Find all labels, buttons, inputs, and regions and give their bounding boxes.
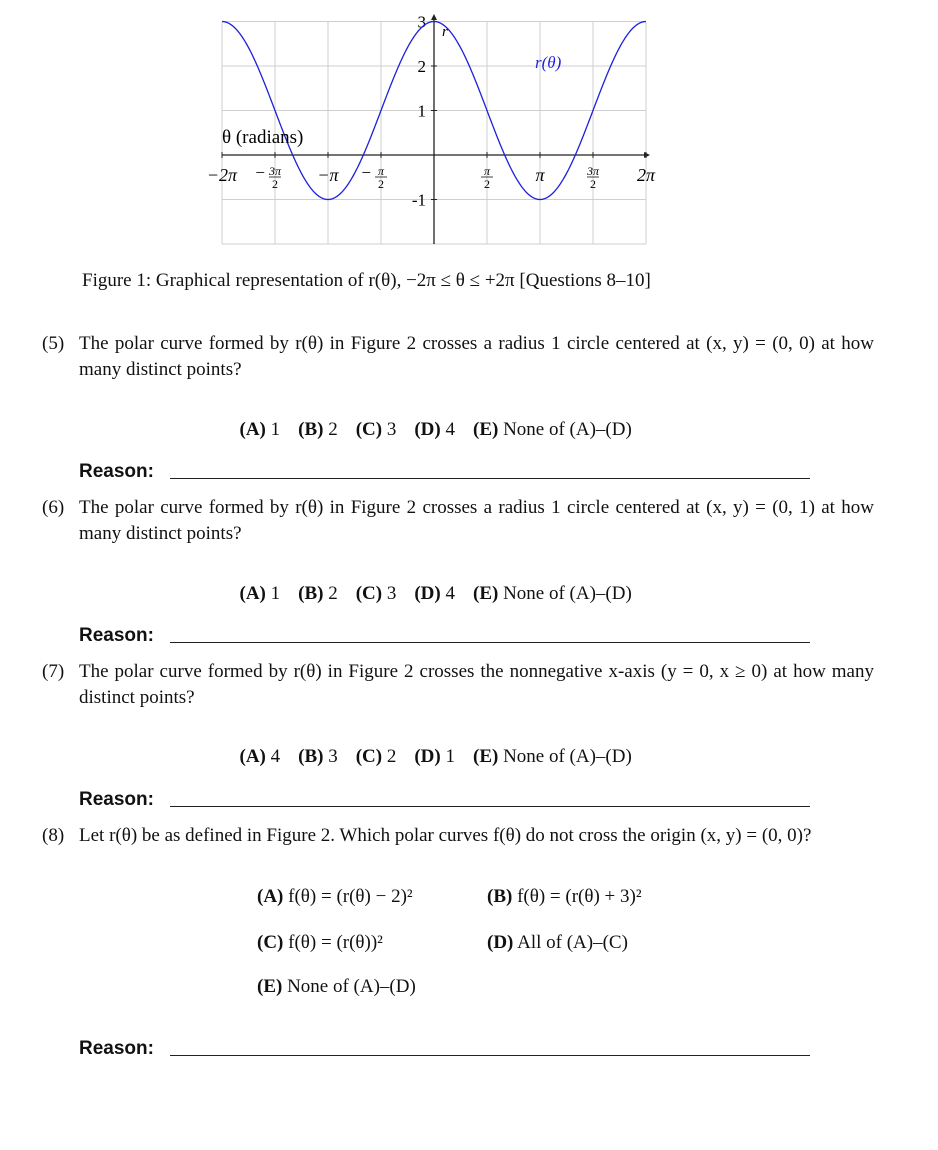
- choice-b[interactable]: (B) 2: [298, 419, 338, 440]
- y-tick-label: 3: [417, 12, 426, 32]
- x-tick-numerator: 3π: [586, 164, 600, 178]
- choice-e[interactable]: (E) None of (A)–(D): [473, 746, 632, 767]
- x-tick-numerator: π: [377, 164, 385, 178]
- x-tick-numerator: 3π: [268, 164, 282, 178]
- choice-e[interactable]: (E) None of (A)–(D): [473, 419, 632, 440]
- figure-caption: Figure 1: Graphical representation of r(θ), −2π ≤ θ ≤ +2π [Questions 8–10]: [82, 270, 651, 291]
- choice-b[interactable]: (B) 3: [298, 746, 338, 767]
- question-5-choices: [230, 397, 650, 441]
- x-tick-denominator: 2: [378, 177, 384, 191]
- choice-d[interactable]: (D) All of (A)–(C): [487, 932, 628, 953]
- choice-e[interactable]: (E) None of (A)–(D): [257, 976, 416, 997]
- choice-e[interactable]: (E) None of (A)–(D): [473, 583, 632, 604]
- question-8: [42, 823, 874, 849]
- x-tick-denominator: 2: [590, 177, 596, 191]
- x-tick-label-fraction: [361, 163, 387, 191]
- y-tick-label: -1: [411, 190, 426, 210]
- x-axis-arrow: [644, 152, 650, 158]
- choice-c[interactable]: (C) 3: [355, 583, 397, 604]
- reason-label: Reason:: [79, 625, 154, 646]
- reason-label: Reason:: [79, 461, 154, 482]
- y-tick-label: 1: [417, 101, 426, 121]
- x-axis-label: θ (radians): [222, 127, 304, 148]
- question-text: The polar curve formed by r(θ) in Figure 2 crosses a radius 1 circle centered at (x, y) = (0, 0) at how many distinct points?: [79, 333, 874, 380]
- question-6: [42, 495, 874, 547]
- y-tick-label: 2: [417, 57, 426, 76]
- reason-answer-line[interactable]: [170, 1055, 810, 1056]
- reason-answer-line[interactable]: [170, 478, 810, 479]
- choice-d[interactable]: (D) 1: [414, 746, 455, 767]
- choice-d[interactable]: (D) 4: [414, 419, 455, 440]
- question-text: Let r(θ) be as defined in Figure 2. Which polar curves f(θ) do not cross the origin (x, y) = (0, 0)?: [79, 825, 812, 846]
- x-tick-label-fraction: [586, 164, 600, 191]
- reason-answer-line[interactable]: [170, 806, 810, 807]
- function-plot: [0, 0, 938, 260]
- question-number: (7): [42, 661, 65, 682]
- choice-a[interactable]: (A) 4: [239, 746, 281, 767]
- choice-d[interactable]: (D) 4: [414, 583, 455, 604]
- x-tick-sign: −: [361, 163, 371, 182]
- choice-a[interactable]: (A) 1: [239, 583, 281, 604]
- x-tick-sign: −: [255, 163, 265, 182]
- reason-label: Reason:: [79, 789, 154, 810]
- y-axis-arrow: [431, 14, 437, 20]
- x-tick-label: π: [535, 165, 545, 185]
- choice-c[interactable]: (C) f(θ) = (r(θ))²: [257, 932, 383, 953]
- question-number: (6): [42, 497, 65, 518]
- choice-b[interactable]: (B) 2: [298, 583, 338, 604]
- choice-b[interactable]: (B) f(θ) = (r(θ) + 3)²: [487, 886, 642, 907]
- x-tick-labels: [207, 152, 656, 191]
- choice-a[interactable]: (A) f(θ) = (r(θ) − 2)²: [257, 886, 413, 907]
- question-text: The polar curve formed by r(θ) in Figure 2 crosses the nonnegative x-axis (y = 0, x ≥ 0) at how many distinct points?: [79, 661, 874, 708]
- x-tick-label-fraction: [255, 163, 282, 191]
- x-tick-denominator: 2: [272, 177, 278, 191]
- question-text: The polar curve formed by r(θ) in Figure 2 crosses a radius 1 circle centered at (x, y) = (0, 1) at how many distinct points?: [79, 497, 874, 544]
- question-number: (8): [42, 825, 65, 846]
- question-number: (5): [42, 333, 65, 354]
- x-tick-label: −π: [317, 165, 339, 185]
- question-7: [42, 659, 874, 711]
- x-tick-label-fraction: [481, 164, 493, 191]
- series-legend-label: r(θ): [535, 53, 562, 72]
- question-5: [42, 331, 874, 383]
- choice-a[interactable]: (A) 1: [239, 419, 281, 440]
- reason-answer-line[interactable]: [170, 642, 810, 643]
- question-6-choices: [230, 561, 650, 605]
- x-tick-label: −2π: [206, 165, 238, 185]
- x-tick-label: 2π: [636, 165, 656, 185]
- y-axis-label: r: [442, 24, 448, 40]
- question-7-choices: [230, 724, 650, 768]
- choice-c[interactable]: (C) 3: [355, 419, 397, 440]
- choice-c[interactable]: (C) 2: [355, 746, 397, 767]
- x-tick-denominator: 2: [484, 177, 490, 191]
- reason-label: Reason:: [79, 1038, 154, 1059]
- x-tick-numerator: π: [483, 164, 491, 178]
